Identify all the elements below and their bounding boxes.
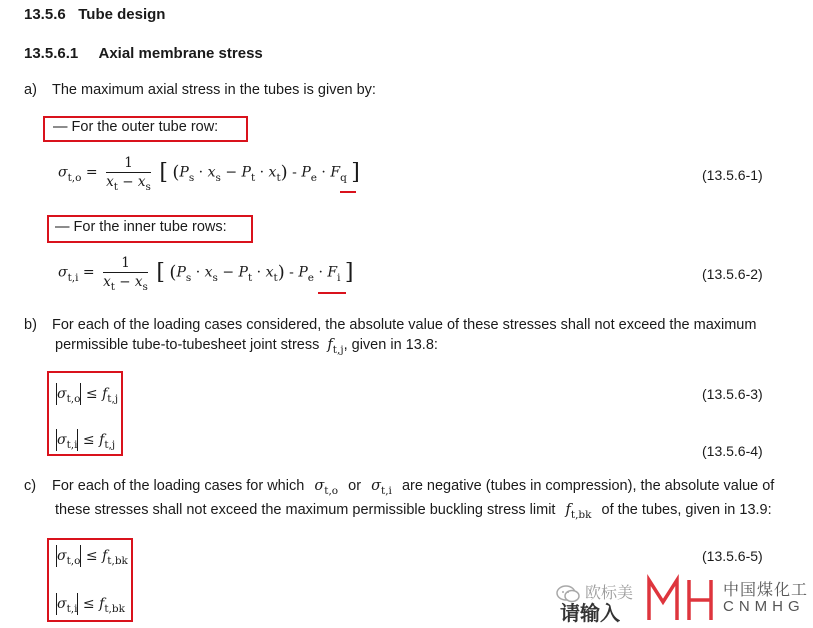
- watermark-text-2: 请输入: [560, 603, 620, 625]
- brand-logo-mark: [645, 574, 717, 622]
- subsection-heading: [24, 45, 263, 62]
- equation-13-5-6-2: $\sigma_{t,i}$ = $\frac{1}{x_t - x_s}$ [ $(P_s \cdot x_s - P_t \cdot x_t) - P_e \cdot F_i$ ]: [58, 255, 354, 293]
- item-b-line2-pre: permissible tube-to-tubesheet joint stress: [55, 337, 320, 353]
- equation-13-5-6-1: $\sigma_{t,o}$ = $\frac{1}{x_t - x_s}$ [ $(P_s \cdot x_s - P_t \cdot x_t) - P_e \cdot F_q$ ]: [58, 155, 360, 193]
- section-number: 13.5.6: [24, 6, 66, 23]
- watermark-text-1: 欧标美: [585, 585, 634, 602]
- outer-row-label: — For the outer tube row:: [53, 119, 219, 135]
- item-c-line1-or: or: [348, 478, 362, 494]
- section-title: Tube design: [78, 6, 166, 23]
- brand-cn: 中国煤化工: [723, 582, 809, 599]
- subsection-number: 13.5.6.1: [24, 45, 79, 62]
- eq4-number: (13.5.6-4): [702, 443, 763, 459]
- fq-underline: [340, 191, 356, 193]
- eq1-number: (13.5.6-1): [702, 167, 763, 183]
- equation-13-5-6-4: $\sigma_{t,i} \le f_{t,j}$: [56, 429, 115, 451]
- item-c-line2-pre: these stresses shall not exceed the maximum permissible buckling stress limit: [55, 502, 556, 518]
- equation-13-5-6-6: $\sigma_{t,i} \le f_{t,bk}$: [56, 593, 125, 615]
- item-a-marker: a): [24, 82, 37, 98]
- inner-row-label: — For the inner tube rows:: [55, 219, 227, 235]
- subsection-title: Axial membrane stress: [98, 45, 263, 62]
- fi-underline: [318, 292, 346, 294]
- item-c-line2-post: of the tubes, given in 13.9:: [601, 502, 772, 518]
- item-b-line2-post: , given in 13.8:: [343, 337, 438, 353]
- item-a-text: The maximum axial stress in the tubes is given by:: [52, 82, 376, 98]
- item-b-marker: b): [24, 317, 37, 333]
- brand-en: CNMHG: [723, 598, 805, 615]
- item-c-marker: c): [24, 478, 37, 494]
- section-heading: [24, 6, 165, 23]
- item-c-line1-post: are negative (tubes in compression), the absolute value of: [401, 478, 775, 494]
- item-c-line1-pre: For each of the loading cases for which: [52, 478, 305, 494]
- item-c-line2: these stresses shall not exceed the maximum permissible buckling stress limit $f_{t,bk}$ of the tubes, given in 13.9:: [55, 502, 772, 521]
- item-b-line1: For each of the loading cases considered, the absolute value of these stresses shall not exceed the maximum: [52, 317, 757, 333]
- item-c-line1: For each of the loading cases for which $\sigma_{t,o}$ or $\sigma_{t,i}$ are negative (tubes in compression), the absolute value of: [52, 478, 775, 497]
- eq2-number: (13.5.6-2): [702, 266, 763, 282]
- item-b-line2: permissible tube-to-tubesheet joint stress $f_{t,j}$, given in 13.8:: [55, 337, 438, 356]
- equation-13-5-6-5: $\sigma_{t,o} \le f_{t,bk}$: [56, 545, 128, 567]
- equation-13-5-6-3: $\sigma_{t,o} \le f_{t,j}$: [56, 383, 118, 405]
- eq5-number: (13.5.6-5): [702, 548, 763, 564]
- eq3-number: (13.5.6-3): [702, 386, 763, 402]
